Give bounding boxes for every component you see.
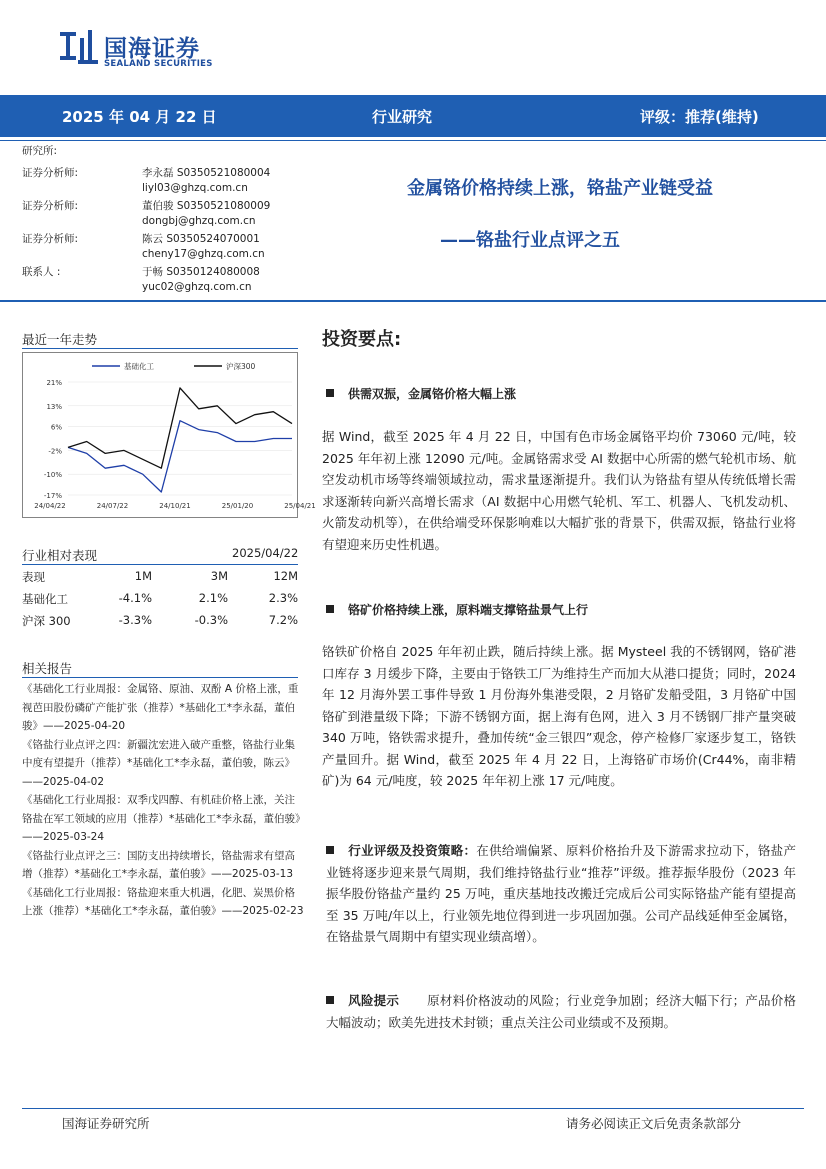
rating-strategy-title: 行业评级及投资策略： bbox=[348, 843, 477, 858]
x-tick-label: 24/10/21 bbox=[159, 502, 191, 510]
square-bullet-icon bbox=[326, 996, 334, 1004]
header-banner bbox=[0, 95, 826, 137]
investment-points-heading: 投资要点: bbox=[322, 329, 402, 350]
table-row: 沪深 300 -3.3% -0.3% 7.2% bbox=[22, 613, 298, 628]
trend-line-chart bbox=[22, 352, 316, 518]
y-tick-label: -17% bbox=[43, 492, 62, 500]
table-header-row: 表现 1M 3M 12M bbox=[22, 569, 298, 584]
risk-title: 风险提示 bbox=[348, 993, 400, 1008]
logo-cn-text: 国海证券 bbox=[104, 36, 200, 62]
related-report-item[interactable]: 《基础化工行业周报：铬盐迎来重大机遇，化肥、炭黑价格上涨（推荐）*基础化工*李永磊，董伯骏》——2025-02-23 bbox=[22, 886, 304, 917]
trend-rule bbox=[22, 348, 298, 349]
square-bullet-icon bbox=[326, 605, 334, 613]
report-subtitle: ——铬盐行业点评之五 bbox=[440, 230, 620, 251]
performance-heading: 行业相对表现 bbox=[22, 548, 98, 563]
chart-frame bbox=[23, 353, 298, 518]
banner-underline bbox=[0, 140, 826, 141]
institute-label: 研究所: bbox=[22, 145, 58, 157]
logo-en-text: SEALAND SECURITIES bbox=[104, 59, 213, 69]
report-date: 2025 年 04 月 22 日 bbox=[62, 108, 217, 126]
x-tick-label: 25/01/20 bbox=[221, 502, 254, 510]
x-tick-label: 24/07/22 bbox=[96, 502, 129, 510]
rating-strategy-block bbox=[326, 840, 796, 948]
performance-rule bbox=[22, 564, 298, 565]
trend-heading: 最近一年走势 bbox=[22, 332, 98, 347]
related-report-item[interactable]: 《基础化工行业周报：双季戊四醇、有机硅价格上涨，关注铬盐在军工领域的应用（推荐）*基础化工*李永磊，董伯骏》——2025-03-24 bbox=[22, 794, 301, 843]
square-bullet-icon bbox=[326, 389, 334, 397]
square-bullet-icon bbox=[326, 846, 334, 854]
header-rule bbox=[0, 300, 826, 302]
report-rating: 评级：推荐(维持) bbox=[640, 108, 759, 126]
rating-strategy-text: 在供给端偏紧、原料价格抬升及下游需求拉动下，铬盐产业链将逐步迎来景气周期，我们维持铬盐行业“推荐”评级。推荐振华股份（2023 年振华股份铬盐产量约 25 万吨，重庆基地技改搬迁完成后公司实际铬盐产能有望提高至 35 万吨/年以上，行业领先地位得到进一步巩固加强。公司产品线延伸至金属铬，在铬盐景气周期中有望实现业绩高增）。 bbox=[326, 843, 796, 944]
y-tick-label: -10% bbox=[43, 471, 62, 480]
related-reports-list bbox=[22, 680, 304, 921]
related-report-item[interactable]: 《铬盐行业点评之三：国防支出持续增长，铬盐需求有望高增（推荐）*基础化工*李永磊，董伯骏》——2025-03-13 bbox=[22, 849, 295, 880]
x-tick-label: 24/04/22 bbox=[34, 502, 66, 510]
related-report-item[interactable]: 《基础化工行业周报：金属铬、原油、双酚 A 价格上涨，重视芭田股份磷矿产能扩张（推荐）*基础化工*李永磊，董伯骏》——2025-04-20 bbox=[22, 683, 299, 732]
risk-text: 原材料价格波动的风险；行业竞争加剧；经济大幅下行；产品价格大幅波动；欧美先进技术封锁；重点关注公司业绩或不及预期。 bbox=[326, 993, 796, 1030]
performance-date: 2025/04/22 bbox=[232, 546, 299, 560]
risk-block bbox=[326, 990, 796, 1033]
legend-label: 沪深300 bbox=[226, 362, 256, 371]
report-title: 金属铬价格持续上涨，铬盐产业链受益 bbox=[407, 178, 713, 199]
footer-disclaimer: 请务必阅读正文后免责条款部分 bbox=[566, 1116, 742, 1131]
related-report-item[interactable]: 《铬盐行业点评之四：新疆沈宏进入破产重整，铬盐行业集中度有望提升（推荐）*基础化工*李永磊，董伯骏，陈云》——2025-04-02 bbox=[22, 738, 295, 788]
series-line bbox=[68, 388, 292, 468]
table-row: 基础化工 -4.1% 2.1% 2.3% bbox=[22, 591, 298, 606]
series-line bbox=[68, 421, 292, 492]
section-paragraph: 铬铁矿价格自 2025 年年初止跌，随后持续上涨。据 Mysteel 我的不锈钢网，铬矿港口库存 3 月缓步下降，主要由于铬铁工厂为维持生产而加大从港口提货；同时，2024 年 12 月海外罢工事件导致 1 月份海外集港受限，2 月铬矿发船受阻，3 月铬矿中国铬矿到港量级下降；下游不锈钢方面，据上海有色网，进入 3 月不锈钢厂排产量突破 340 万吨，铬铁需求提升，叠加传统“金三银四”观念，停产检修厂家逐步复工，铬铁产量回升。据 Wind，截至 2025 年 4 月 22 日，上海铬矿市场价(Cr44%，南非精矿)为 64 元/吨度，较 2025 年年初上涨 17 元/吨度。 bbox=[322, 644, 796, 788]
related-heading: 相关报告 bbox=[22, 661, 73, 676]
footer-rule bbox=[22, 1108, 804, 1109]
section-heading: 供需双振，金属铬价格大幅上涨 bbox=[326, 385, 516, 402]
report-category: 行业研究 bbox=[372, 108, 433, 126]
x-tick-label: 25/04/21 bbox=[284, 502, 316, 510]
section-heading: 铬矿价格持续上涨，原料端支撑铬盐景气上行 bbox=[326, 601, 588, 618]
y-tick-label: 21% bbox=[46, 379, 62, 387]
sealand-logo-mark bbox=[60, 30, 98, 64]
section-paragraph: 据 Wind，截至 2025 年 4 月 22 日，中国有色市场金属铬平均价 73060 元/吨，较 2025 年年初上涨 12090 元/吨。金属铬需求受 AI 数据中心所需的燃气轮机市场、航空发动机市场等终端领域拉动，需求量逐渐提升。我们认为铬盐有望从传统低增长需求逐渐转向新兴高增长需求（AI 数据中心用燃气轮机、军工、机器人、飞机发动机、火箭发动机等），在供给端受环保影响难以大幅扩张的背景下，供需双振，铬盐行业将有望迎来历史性机遇。 bbox=[322, 429, 796, 552]
related-rule bbox=[22, 677, 298, 678]
legend-label: 基础化工 bbox=[124, 362, 154, 371]
footer-institute: 国海证券研究所 bbox=[62, 1116, 150, 1131]
y-tick-label: 6% bbox=[50, 423, 62, 432]
y-tick-label: 13% bbox=[46, 402, 62, 411]
y-tick-label: -2% bbox=[48, 447, 62, 456]
